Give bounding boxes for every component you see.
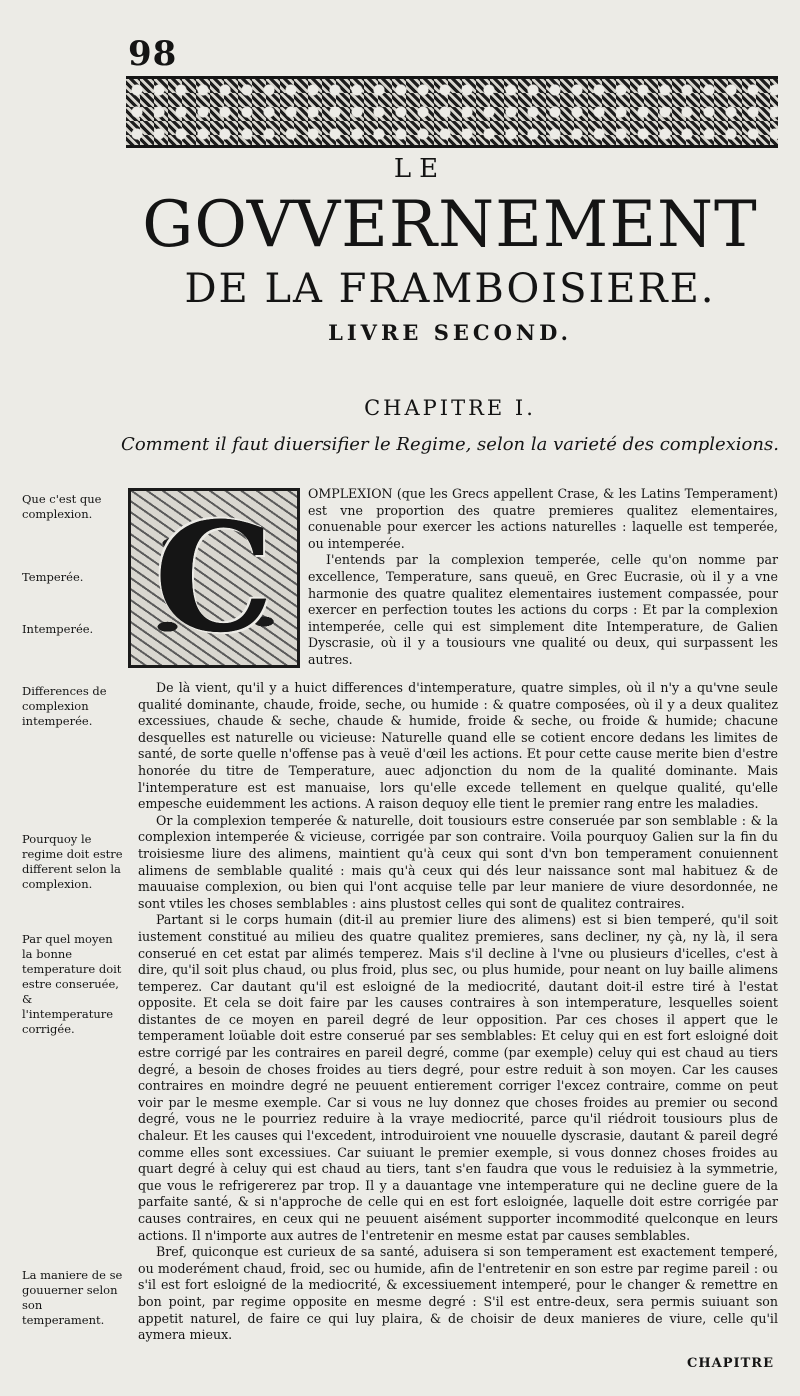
- drop-cap-letter: C: [154, 490, 274, 666]
- margin-note: La maniere de se gouuerner selon son temperament.: [22, 1268, 123, 1327]
- book-section: LIVRE SECOND.: [328, 320, 572, 345]
- decorative-headpiece: [126, 76, 778, 148]
- paragraph: OMPLEXION (que les Grecs appellent Crase, & les Latins Temperament) est vne proportion des quatre premieres qualitez elementaires, conuenable pour exercer les actions naturelles : laquelle est temperée, ou intemperée.: [308, 486, 778, 551]
- paragraph: Or la complexion temperée & naturelle, doit tousiours estre conseruée par son semblable : & la complexion intemperée & vicieuse, corrigée par son contraire. Voila pourquoy Galien sur la fin du troisiesme liure des alimens, maintient qu'à ceux qui sont d'vn bon temperament conuiennent alimens de semblable qualité : mais qu'à ceux qui dés leur naissance sont mal habituez & de mauuaise complexion, ou bien qui l'ont acquise telle par leur maniere de viure desordonnée, ne sont vtiles les choses semblables : ains plustost celles qui sont de qualitez contraires.: [138, 812, 778, 911]
- main-text: [138, 680, 778, 1344]
- margin-note: Que c'est que complexion.: [22, 492, 102, 521]
- book-subtitle: DE LA FRAMBOISIERE.: [184, 266, 716, 312]
- page-number: 98: [128, 34, 178, 74]
- drop-cap-ornament: [128, 488, 300, 668]
- paragraph: I'entends par la complexion temperée, celle qu'on nomme par excellence, Temperature, sans queuë, en Grec Eucrasie, où il y a vne harmonie des quatre qualitez elementaires iustement compassée, pour exercer en perfection toutes les actions du corps : Et par la complexion intemperée, celle qui est simplement dite Intemperature, de Galien Dyscrasie, où il y a tousiours vne qualité ou deux, qui surpassent les autres.: [308, 552, 778, 667]
- chapter-heading: CHAPITRE I.: [364, 396, 536, 420]
- paragraph: Bref, quiconque est curieux de sa santé, aduisera si son temperament est exactement temperé, ou moderément chaud, froid, sec ou humide, afin de l'entretenir en son estre par regime pareil : ou s'il est fort esloigné de la mediocrité, & excessiuement intemperé, pour le changer & remettre en bon point, par regime opposite en mesme degré : S'il est entre-deux, sera permis suiuant son appetit naturel, de faire ce qui luy plaira, & de choisir de deux manieres de viure, celle qu'il aymera mieux.: [138, 1244, 778, 1343]
- margin-note: Differences de complexion intemperée.: [22, 684, 107, 728]
- margin-note: Temperée.: [22, 570, 84, 584]
- margin-note: Par quel moyen la bonne temperature doit estre conseruée, & l'intemperature corrigée.: [22, 932, 122, 1036]
- paragraph: Partant si le corps humain (dit-il au premier liure des alimens) est si bien temperé, qu'il soit iustement constitué au milieu des quatre qualitez premieres, sans decliner, ny çà, ny là, il sera conserué en cet estat par alimés temperez. Mais s'il decline à l'vne ou plusieurs d'icelles, c'est à dire, qu'il soit plus chaud, ou plus froid, plus sec, ou plus humide, pour neant on luy baille alimens temperez. Car dautant qu'il est esloigné de la mediocrité, dautant doit-il estre tiré à l'estat opposite. Et cela se doit faire par les causes contraires à son intemperature, lesquelles soient distantes de ce moyen en pareil degré de leur opposition. Par ces choses il appert que le temperament loüable doit estre conserué par ses semblables: Et celuy qui en est fort esloigné doit estre corrigé par les contraires en pareil degré, comme (par exemple) celuy qui est chaud au tiers degré, a besoin de choses froides au tiers degré, pour estre reduit à son moyen. Car les causes contraires en moindre degré ne peuuent entierement corriger l'excez contraire, comme on peut voir par le mesme exemple. Car si vous ne luy donnez que choses froides au premier ou second degré, vous ne le pourriez reduire à la vraye mediocrité, parce qu'il riédroit tousiours plus de chaleur. Et les causes qui l'excedent, introduiroient vne nouuelle dyscrasie, dautant & pareil degré comme elles sont excessiues. Car suiuant le premier exemple, si vous donnez choses froides au quart degré à celuy qui est chaud au tiers, tant s'en faudra que vous le reduisiez à la symmetrie, que vous le refrigererez par trop. Il y a dauantage vne intemperature qui ne decline guere de la parfaite santé, & si n'approche de celle qui en est fort esloignée, laquelle doit estre corrigée par causes contraires, en ceux qui ne peuuent aisément supporter incommodité quelconque en leurs actions. Il n'importe aux autres de l'entretenir en mesme estat par causes semblables.: [138, 912, 778, 1243]
- title-article: LE: [393, 154, 447, 184]
- margin-note: Intemperée.: [22, 622, 94, 636]
- chapter-summary: Comment il faut diuersifier le Regime, selon la varieté des complexions.: [121, 434, 779, 455]
- catchword: CHAPITRE: [687, 1356, 774, 1371]
- book-title: GOVVERNEMENT: [142, 188, 758, 262]
- paragraph: De là vient, qu'il y a huict differences d'intemperature, quatre simples, où il n'y a qu'vne seule qualité dominante, chaude, froide, seche, ou humide : & quatre composées, où il y a deux qualitez excessiues, chaude & seche, chaude & humide, froide & seche, ou froide & humide; chacune desquelles est naturelle ou vicieuse: Naturelle quand elle se cotient encore dedans les limites de santé, de sorte quelle n'offense pas à veuë d'œil les actions. Et pour cette cause merite bien d'estre honorée du titre de Temperature, auec adjonction du nom de la qualité dominante. Mais l'intemperature est est manuaise, lors qu'elle excede tellement en quelque qualité, qu'elle empesche euidemment les actions. A raison dequoy elle tient le premier rang entre les maladies.: [138, 680, 778, 812]
- opening-paragraphs: [308, 486, 778, 669]
- margin-note: Pourquoy le regime doit estre different selon la complexion.: [22, 832, 123, 891]
